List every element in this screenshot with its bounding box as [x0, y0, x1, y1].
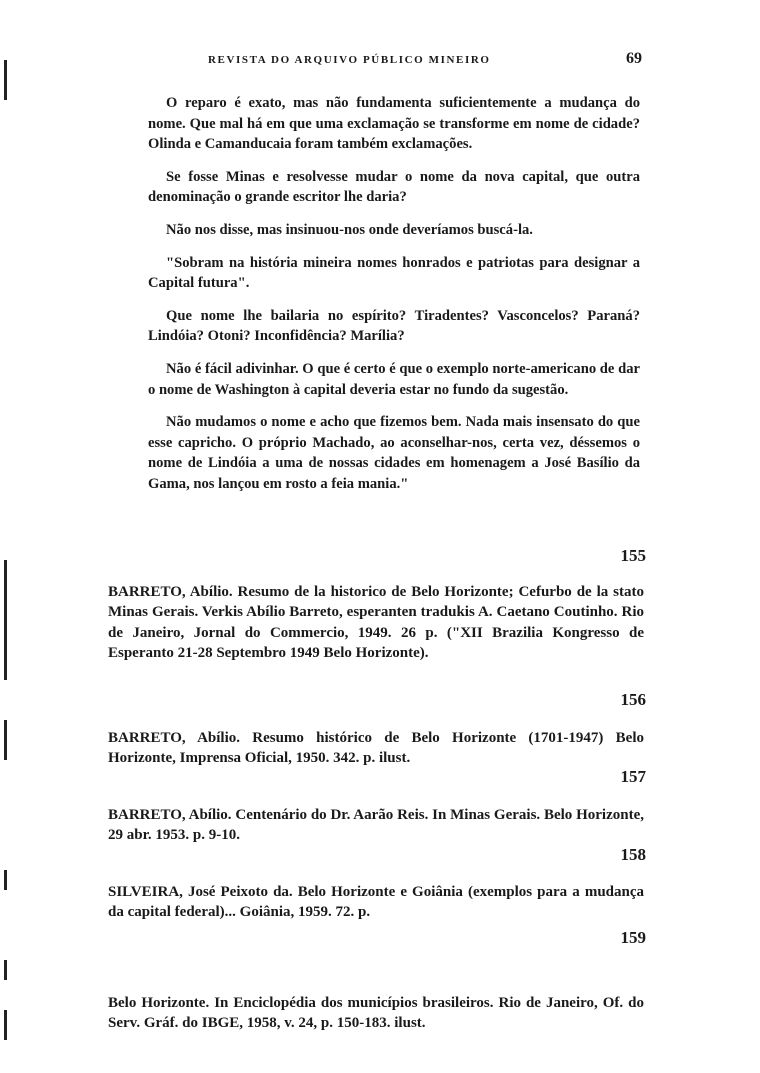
page-number: 69 [626, 50, 642, 67]
quote-paragraph: Que nome lhe bailaria no espírito? Tiradentes? Vasconcelos? Paraná? Lindóia? Otoni? Inconfidência? Marília? [148, 307, 640, 345]
bibliography-entry: BARRETO, Abílio. Resumo histórico de Belo Horizonte (1701-1947) Belo Horizonte, Imprensa Oficial, 1950. 342. p. ilust. [108, 730, 644, 767]
scan-margin-mark [4, 1010, 7, 1040]
entry-number: 157 [620, 767, 646, 786]
running-header [108, 52, 646, 72]
quote-paragraph: O reparo é exato, mas não fundamenta suficientemente a mudança do nome. Que mal há em que uma exclamação se transforme em nome de cidade? Olinda e Camanducaia foram também exclamações. [148, 95, 640, 153]
entry-number: 155 [620, 546, 646, 565]
scan-margin-mark [4, 720, 7, 760]
quote-paragraph: "Sobram na história mineira nomes honrados e patriotas para designar a Capital futura". [148, 254, 640, 292]
scan-margin-mark [4, 60, 7, 100]
entry-number: 158 [620, 845, 646, 864]
bibliography-entry: BARRETO, Abílio. Centenário do Dr. Aarão Reis. In Minas Gerais. Belo Horizonte, 29 abr. 1953. p. 9-10. [108, 807, 644, 844]
scan-margin-mark [4, 870, 7, 890]
quoted-passage [148, 93, 640, 507]
entry-number: 159 [620, 928, 646, 947]
bibliography-entry: Belo Horizonte. In Enciclopédia dos municípios brasileiros. Rio de Janeiro, Of. do Serv. Gráf. do IBGE, 1958, v. 24, p. 150-183. ilust. [108, 995, 644, 1032]
quote-paragraph: Se fosse Minas e resolvesse mudar o nome da nova capital, que outra denominação o grande escritor lhe daria? [148, 168, 640, 206]
scan-margin-mark [4, 960, 7, 980]
entry-number: 156 [620, 690, 646, 709]
quote-paragraph: Não mudamos o nome e acho que fizemos bem. Nada mais insensato do que esse capricho. O próprio Machado, ao aconselhar-nos, certa vez, déssemos o nome de Lindóia a uma de nossas cidades em homenagem a José Basílio da Gama, nos lançou em rosto a feia mania." [148, 414, 640, 492]
bibliography-entry: BARRETO, Abílio. Resumo de la historico de Belo Horizonte; Cefurbo de la stato Minas Gerais. Verkis Abílio Barreto, esperanten tradukis A. Caetano Coutinho. Rio de Janeiro, Jornal do Commercio, 1949. 26 p. ("XII Brazilia Kongresso de Esperanto 21-28 Septembro 1949 Belo Horizonte). [108, 584, 644, 662]
scan-margin-mark [4, 560, 7, 680]
quote-paragraph: Não é fácil adivinhar. O que é certo é que o exemplo norte-americano de dar o nome de Washington à capital deveria estar no fundo da sugestão. [148, 360, 640, 398]
running-title: REVISTA DO ARQUIVO PÚBLICO MINEIRO [208, 54, 491, 66]
bibliography-entry: SILVEIRA, José Peixoto da. Belo Horizonte e Goiânia (exemplos para a mudança da capital federal)... Goiânia, 1959. 72. p. [108, 884, 644, 921]
quote-paragraph: Não nos disse, mas insinuou-nos onde deveríamos buscá-la. [166, 221, 533, 238]
